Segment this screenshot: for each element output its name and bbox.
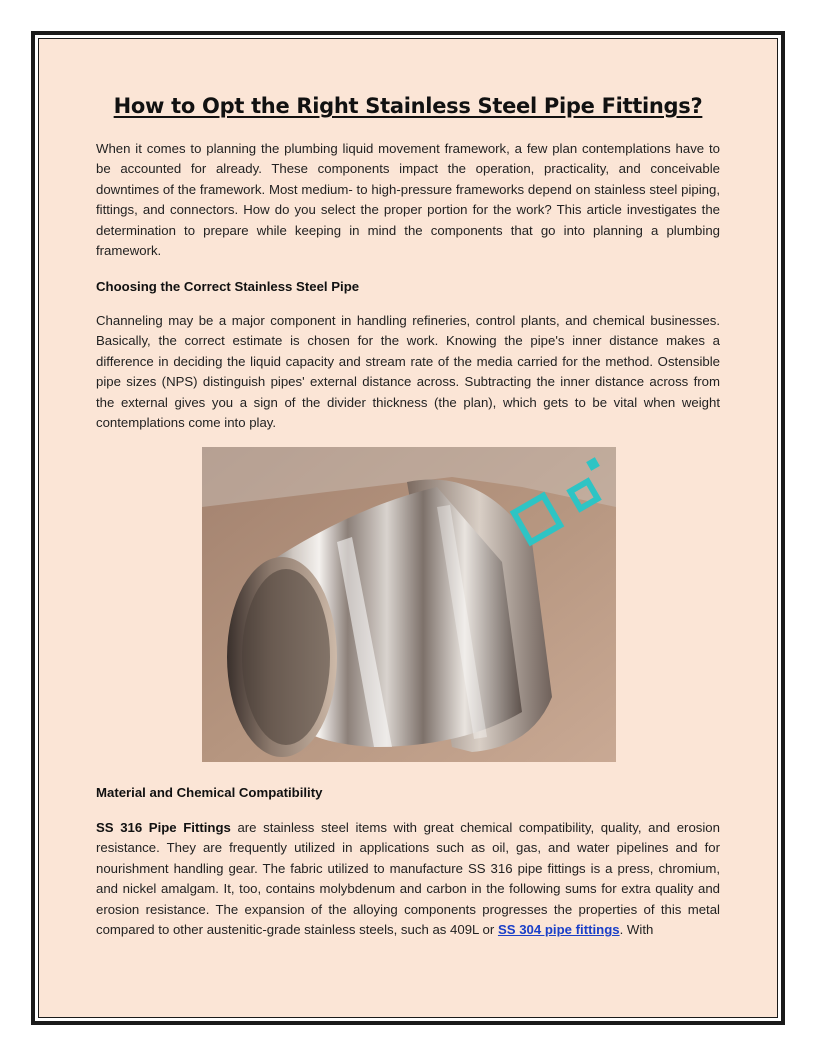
pipe-paragraph: Channeling may be a major component in handling refineries, control plants, and chemical businesses. Basically, the correct estimate is chosen for the work. Knowing the pipe's inner distance makes a difference in deciding the liquid capacity and stream rate of the media carried for the method. Ostensible pipe sizes (NPS) distinguish pipes' external distance across. Subtracting the inner distance across from the external gives you a sign of the divider thickness (the plan), which gets to be vital when weight contemplations come into play. (96, 313, 720, 431)
material-tail-text: . With (619, 922, 654, 938)
section-heading-material: Material and Chemical Compatibility (96, 785, 323, 800)
intro-paragraph: When it comes to planning the plumbing liquid movement framework, a few plan contemplations have to be accounted for already. These components impact the operation, practicality, and conceivable downtimes of the framework. Most medium- to high-pressure frameworks depend on stainless steel piping, fittings, and connectors. How do you select the proper portion for the work? This article investigates the determination to prepare while keeping in mind the components that go into planning a plumbing framework. (96, 141, 720, 259)
material-paragraph (96, 818, 720, 940)
section-heading-pipe: Choosing the Correct Stainless Steel Pipe (96, 279, 360, 294)
material-body-text: are stainless steel items with great chemical compatibility, quality, and erosion resistance. They are frequently utilized in applications such as oil, gas, and water pipelines and for nourishment handling gear. The fabric utilized to manufacture SS 316 pipe fittings is a press, chromium, and nickel amalgam. It, too, contains molybdenum and carbon in the following sums for extra quality and erosion resistance. The expansion of the alloying components progresses the properties of this metal compared to other austenitic-grade stainless steels, such as 409L or (96, 820, 720, 938)
ss304-pipe-fittings-link[interactable]: SS 304 pipe fittings (497, 922, 620, 938)
stub-end-fitting-photo (202, 447, 616, 762)
document-title: How to Opt the Right Stainless Steel Pipe Fittings? (113, 94, 703, 118)
ss316-bold-term: SS 316 Pipe Fittings (96, 820, 231, 835)
